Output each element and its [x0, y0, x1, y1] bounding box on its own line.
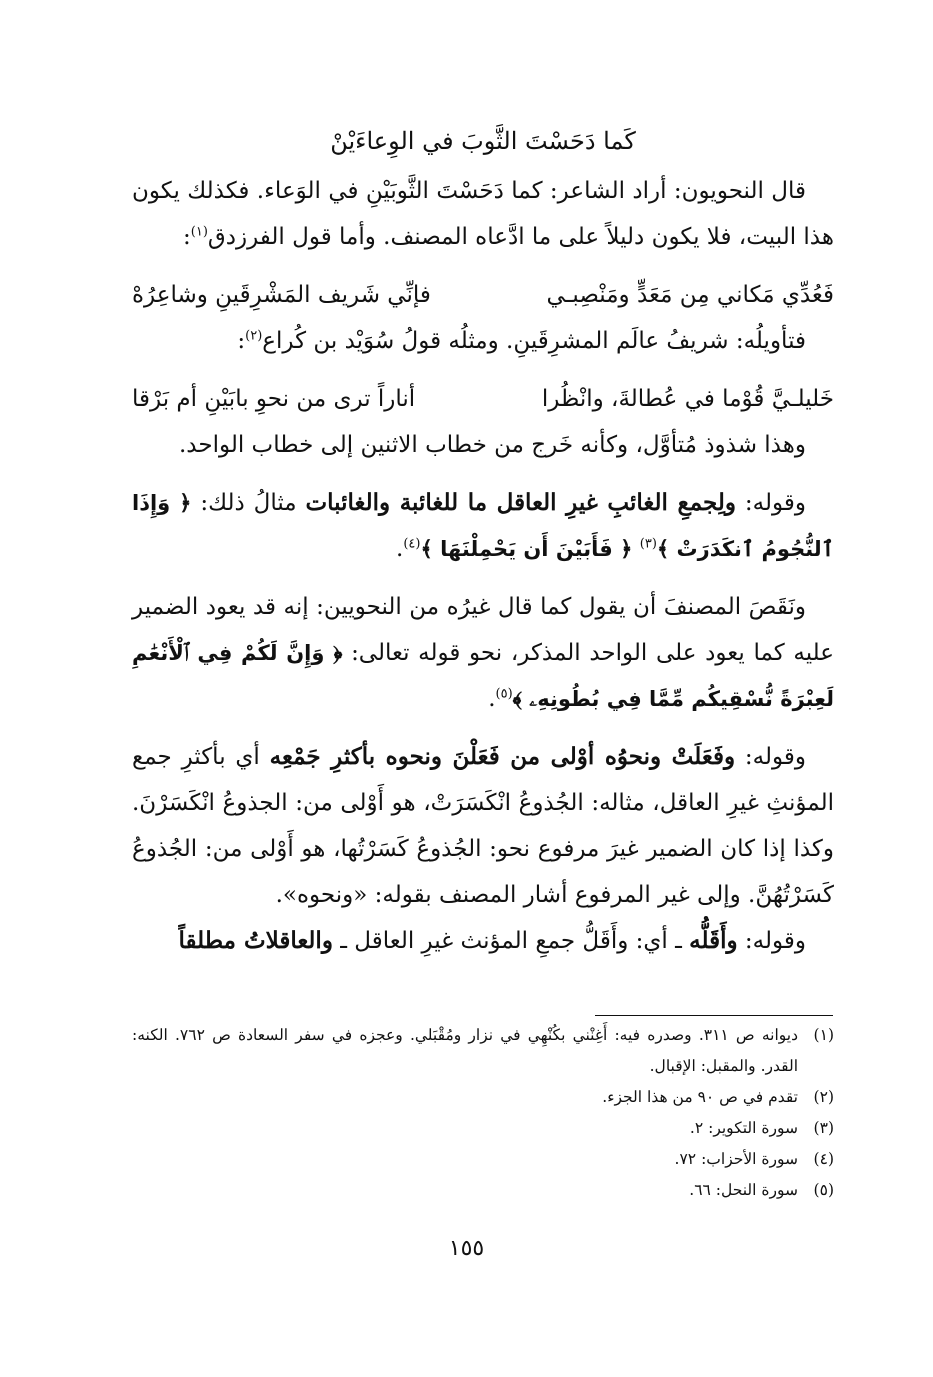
quran-quote-3: ﴿ وَإِنَّ لَكُمْ فِي ٱلْأَنْعَٰمِ لَعِبْرَةً نُّسْقِيكُم مِّمَّا فِي بُطُونِهِۦ ﴾	[132, 641, 834, 711]
paragraph-1-text: قال النحويون: أراد الشاعر: كما دَحَسْتَ الثَّوبَيْنِ في الوَعاء. فكذلك يكون هذا البيت، فلا يكون دليلاً على ما ادَّعاه المصنف. وأما قول الفرزدق	[132, 178, 834, 250]
paragraph-2	[132, 318, 834, 364]
verse-heading: كَما دَحَسْتَ الثَّوبَ في الوِعاءَيْنْ	[330, 127, 636, 155]
paragraph-6-lead: وقوله:	[744, 744, 806, 770]
verse-1-first-hemistich: فَعُدِّي مَكاني مِن مَعَدٍّ ومَنْصِبـي	[546, 282, 834, 308]
quran-quote-2: ﴿ فَأَبَيْنَ أَن يَحْمِلْنَهَا ﴾	[420, 537, 633, 561]
paragraph-4-matn: ولِجمعِ الغائبِ غيرِ العاقل ما للغائبة والغائبات	[305, 489, 737, 516]
footnotes	[132, 1020, 834, 1206]
paragraph-4	[132, 480, 834, 572]
footnote-number: (٢)	[813, 1088, 834, 1106]
paragraph-4-end: .	[396, 536, 404, 562]
footnote-1	[132, 1020, 834, 1082]
footnote-5	[132, 1175, 834, 1206]
paragraph-6	[132, 734, 834, 918]
footnote-separator	[595, 1015, 833, 1016]
paragraph-4-rest: مثالُ ذلك:	[200, 490, 297, 516]
footnote-text: تقدم في ص ٩٠ من هذا الجزء.	[602, 1088, 798, 1106]
paragraph-7-lead: وقوله:	[744, 928, 806, 954]
paragraph-1	[132, 168, 834, 260]
paragraph-6-rest: أي بأكثرِ جمع المؤنثِ غيرِ العاقل، مثاله: الجُذوعُ انْكَسَرَتْ، هو أَوْلى من: الجذوعُ انْكَسَرْنَ. وكذا إذا كان الضمير غيرَ مرفوع نحو: الجُذوعُ كَسَرْتُها، هو أَوْلى من: الجُذوعُ كَسَرْتُهُنَّ. وإلى غير المرفوع أشار المصنف بقوله: «ونحوه».	[132, 744, 834, 908]
footnote-text: سورة التكوير: ٢.	[689, 1119, 798, 1137]
paragraph-2-text: فتأويلُه: شريفُ عالَم المشرِقَينِ. ومثلُه قولُ سُوَيْد بن كُراع	[262, 328, 806, 354]
footnote-ref-2: (٢)	[245, 328, 263, 344]
paragraph-3: وهذا شذوذ مُتأوَّل، وكأنه خَرج من خطاب الاثنين إلى خطاب الواحد.	[178, 432, 806, 458]
footnote-text: سورة النحل: ٦٦.	[689, 1181, 798, 1199]
footnote-number: (٥)	[813, 1181, 834, 1199]
paragraph-5	[132, 584, 834, 722]
verse-2-first-hemistich: خَليلـيَّ قُوْما في عُطالةَ، وانْظُرا	[541, 386, 834, 412]
paragraph-7-matn-2: والعاقلاتُ مطلقاً	[178, 927, 333, 954]
page-number: ١٥٥	[448, 1236, 485, 1261]
footnote-text: ديوانه ص ٣١١. وصدره فيه: أَغِنْني بكُنْهِي في نزار ومُقْبَلي. وعجزه في سفر السعادة ص ٧٦٢. الكنه: القدر. والمقبل: الإقبال.	[132, 1026, 799, 1075]
verse-1	[132, 272, 834, 318]
footnote-3	[132, 1113, 834, 1144]
paragraph-7-mid: ـ أي: وأَقَلُّ جمعِ المؤنث غيرِ العاقل ـ	[340, 928, 682, 954]
footnote-ref-1: (١)	[190, 224, 208, 240]
quran-quote-1: ﴿ وَإِذَا ٱلنُّجُومُ ٱنكَدَرَتْ ﴾	[132, 491, 834, 561]
footnote-ref-4: (٤)	[403, 536, 421, 552]
footnote-number: (٤)	[813, 1150, 834, 1168]
footnote-number: (١)	[813, 1026, 834, 1044]
footnote-ref-5: (٥)	[495, 686, 513, 702]
paragraph-4-lead: وقوله:	[744, 490, 806, 516]
footnote-number: (٣)	[813, 1119, 834, 1137]
paragraph-7	[132, 918, 834, 964]
paragraph-2-end: :	[237, 328, 246, 354]
verse-2-second-hemistich: أناراً ترى من نحوِ بابَيْنِ أم بَرْقا	[132, 386, 416, 412]
footnote-4	[132, 1144, 834, 1175]
footnote-text: سورة الأحزاب: ٧٢.	[674, 1150, 798, 1168]
main-text	[132, 118, 834, 964]
paragraph-6-matn: وفَعَلَتْ ونحوُه أوْلى من فَعَلْنَ ونحوه بأكثرِ جَمْعِه	[269, 743, 736, 770]
paragraph-5-end: .	[488, 686, 496, 712]
footnote-2	[132, 1082, 834, 1113]
footnote-ref-3: (٣)	[639, 536, 657, 552]
paragraph-7-matn-1: وأَقَلُّه	[689, 927, 738, 954]
verse-2	[132, 376, 834, 422]
paragraph-5-text: ونَقَصَ المصنفَ أن يقول كما قال غيرُه من النحويين: إنه قد يعود الضمير عليه كما يعود على الواحد المذكر، نحو قوله تعالى:	[132, 594, 834, 666]
verse-1-second-hemistich: فإنِّي شَريف المَشْرِقَينِ وشاعِرُهْ	[132, 282, 431, 308]
paragraph-1-end: :	[183, 224, 191, 250]
